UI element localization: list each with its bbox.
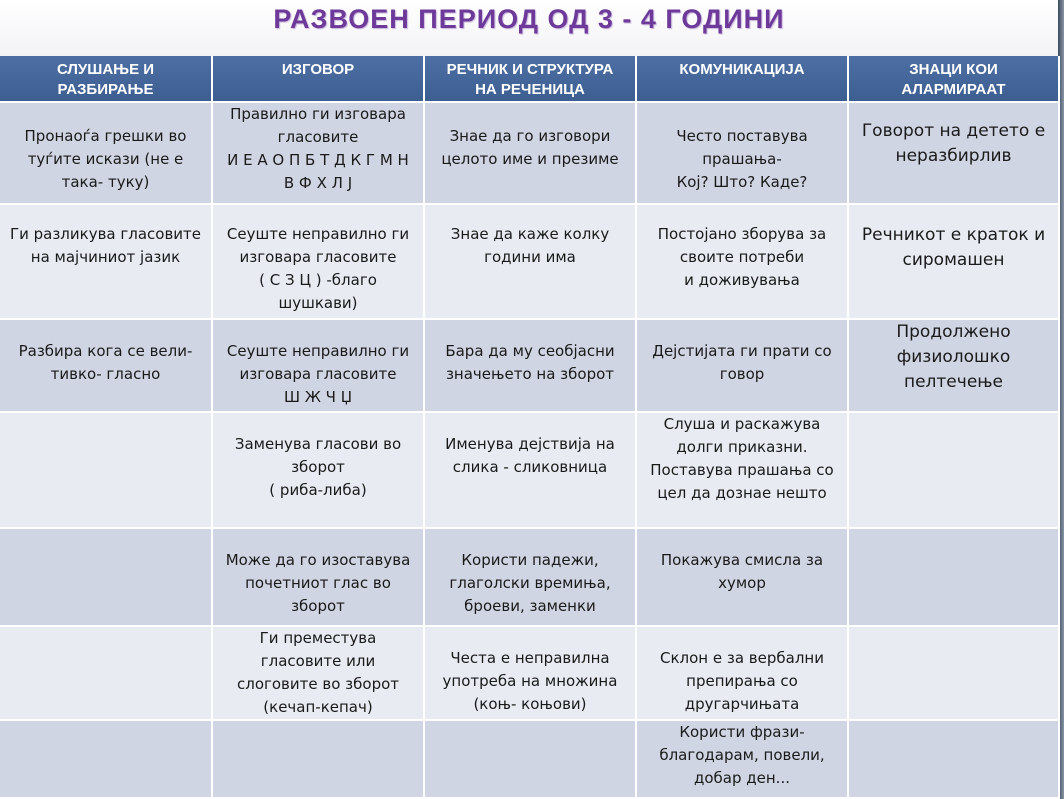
milestones-table <box>0 56 1060 799</box>
table-cell <box>849 721 1060 799</box>
table-cell <box>425 721 637 799</box>
table-cell: Разбира кога се вели- тивко- гласно <box>0 320 213 413</box>
table-cell: Знае да каже колку години има <box>425 205 637 320</box>
header-pronunciation: ИЗГОВОР <box>213 56 425 103</box>
table-cell <box>0 627 213 721</box>
table-cell: Именува дејствија на слика - сликовница <box>425 413 637 529</box>
table-cell <box>0 413 213 529</box>
table-cell <box>849 627 1060 721</box>
table-cell <box>0 529 213 627</box>
table-cell: Често поставува прашања- Кој? Што? Каде? <box>637 103 849 205</box>
table-cell: Продолжено физиолошко пелтечење <box>849 320 1060 413</box>
table-cell: Бара да му сеобјасни значењето на зборот <box>425 320 637 413</box>
table-cell <box>849 413 1060 529</box>
page-title: РАЗВОЕН ПЕРИОД ОД 3 - 4 ГОДИНИ <box>273 4 785 34</box>
table-cell: Ги разликува гласовите на мајчиниот јазик <box>0 205 213 320</box>
table-cell: Постојано зборува за своите потреби и доживувања <box>637 205 849 320</box>
table-cell <box>0 721 213 799</box>
table-cell: Заменува гласови во зборот ( риба-либа) <box>213 413 425 529</box>
table-cell: Речникот е краток и сиромашен <box>849 205 1060 320</box>
table-cell: Може да го изоставува почетниот глас во зборот <box>213 529 425 627</box>
table-cell: Користи падежи, глаголски времиња, броеви, заменки <box>425 529 637 627</box>
table-cell: Пронаоѓа грешки во туѓите искази (не е така- туку) <box>0 103 213 205</box>
header-communication: КОМУНИКАЦИЈА <box>637 56 849 103</box>
table-cell: Користи фрази- благодарам, повели, добар ден... <box>637 721 849 799</box>
table-cell: Сеуште неправилно ги изговара гласовите Ш Ж Ч Џ <box>213 320 425 413</box>
table-cell: Дејстијата ги прати со говор <box>637 320 849 413</box>
table-cell: Покажува смисла за хумор <box>637 529 849 627</box>
table-cell: Правилно ги изговара гласовите И Е А О П Б Т Д К Г М Н В Ф Х Л Ј <box>213 103 425 205</box>
table-cell <box>213 721 425 799</box>
header-alarm-signs: ЗНАЦИ КОИ АЛАРМИРААТ <box>849 56 1060 103</box>
table-cell: Знае да го изговори целото име и презиме <box>425 103 637 205</box>
header-vocabulary: РЕЧНИК И СТРУКТУРА НА РЕЧЕНИЦА <box>425 56 637 103</box>
table-cell: Сеуште неправилно ги изговара гласовите ( С З Ц ) -благо шушкави) <box>213 205 425 320</box>
table-cell: Ги преместува гласовите или слоговите во зборот (кечап-кепач) <box>213 627 425 721</box>
table-cell <box>849 529 1060 627</box>
table-cell: Говорот на детето е неразбирлив <box>849 103 1060 205</box>
table-cell: Слуша и раскажува долги приказни. Поставува прашања со цел да дознае нешто <box>637 413 849 529</box>
table-cell: Склон е за вербални препирања со другарчињата <box>637 627 849 721</box>
header-listening: СЛУШАЊЕ И РАЗБИРАЊЕ <box>0 56 213 103</box>
table-cell: Честа е неправилна употреба на множина (коњ- коњови) <box>425 627 637 721</box>
